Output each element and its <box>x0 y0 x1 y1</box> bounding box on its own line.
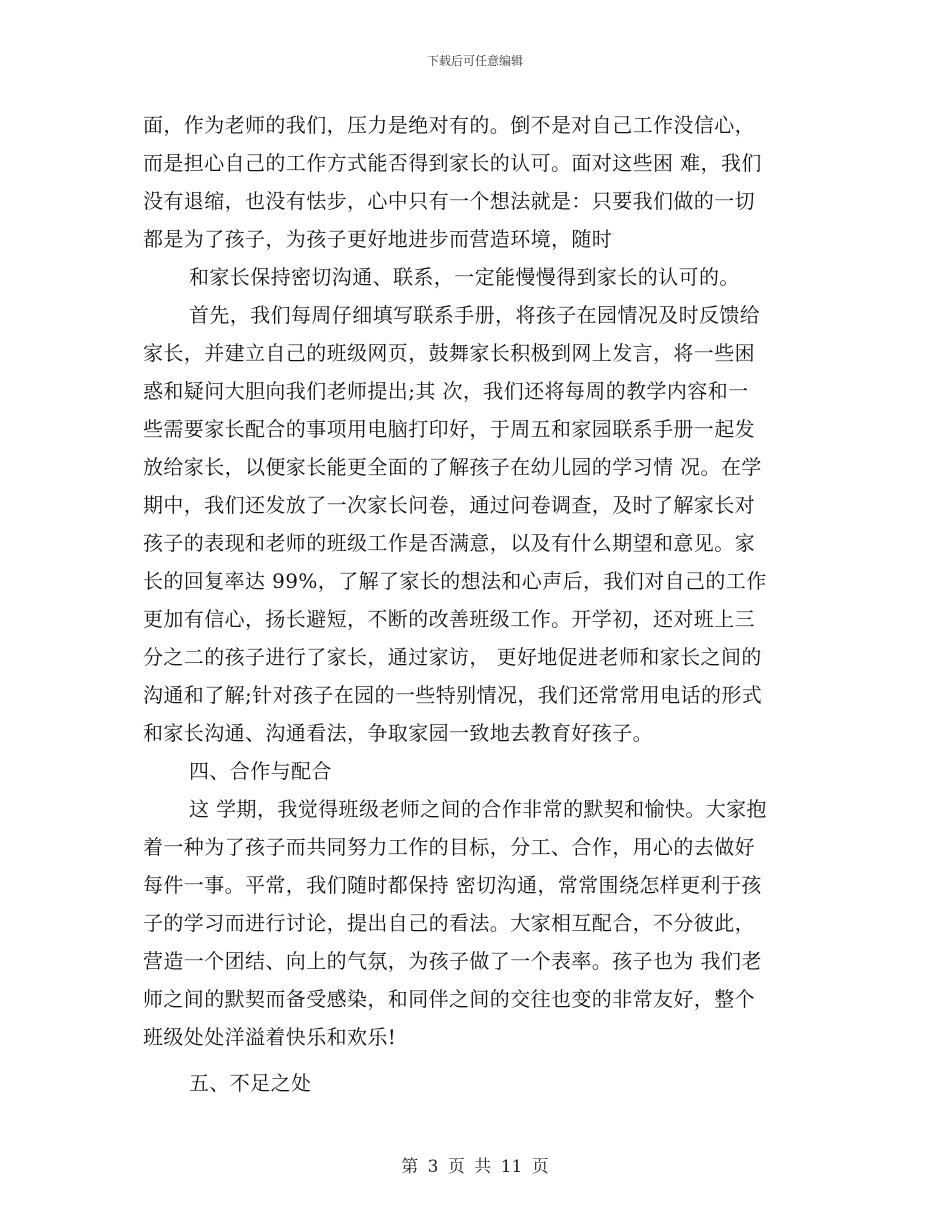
paragraph-line: 面，作为老师的我们，压力是绝对有的。倒不是对自己工作没信心， <box>143 113 755 137</box>
paragraph-line: 而是担心自己的工作方式能否得到家长的认可。面对这些困 难，我们 <box>143 151 762 175</box>
paragraph-line: 子的学习而进行讨论，提出自己的看法。大家相互配合，不分彼此， <box>143 911 755 935</box>
paragraph-line: 着一种为了孩子而共同努力工作的目标，分工、合作，用心的去做好 <box>143 835 755 859</box>
section-heading: 四、合作与配合 <box>189 759 332 783</box>
paragraph-line: 长的回复率达 99%，了解了家长的想法和心声后，我们对自己的工作 <box>143 569 767 593</box>
document-body <box>143 106 813 1102</box>
section-heading: 五、不足之处 <box>189 1071 312 1095</box>
paragraph-line: 家长，并建立自己的班级网页，鼓舞家长积极到网上发言，将一些困 <box>143 341 755 365</box>
paragraph-line: 放给家长，以便家长能更全面的了解孩子在幼儿园的学习情 况。在学 <box>143 455 762 479</box>
page-number-footer: 第 3 页 共 11 页 <box>401 1157 549 1177</box>
paragraph-line: 没有退缩，也没有怯步，心中只有一个想法就是：只要我们做的一切 <box>143 189 755 213</box>
paragraph-line: 每件一事。平常，我们随时都保持 密切沟通，常常围绕怎样更利于孩 <box>143 873 762 897</box>
paragraph-line: 沟通和了解;针对孩子在园的一些特别情况，我们还常常用电话的形式 <box>143 683 763 707</box>
paragraph-line: 更加有信心，扬长避短，不断的改善班级工作。开学初，还对班上三 <box>143 607 755 631</box>
paragraph-line: 营造一个团结、向上的气氛，为孩子做了一个表率。孩子也为 我们老 <box>143 949 762 973</box>
paragraph-line: 孩子的表现和老师的班级工作是否满意，以及有什么期望和意见。家 <box>143 531 755 555</box>
paragraph-line: 班级处处洋溢着快乐和欢乐! <box>143 1025 397 1049</box>
paragraph-line: 分之二的孩子进行了家长，通过家访， 更好地促进老师和家长之间的 <box>143 645 762 669</box>
page-header: 下载后可任意编辑 <box>426 54 523 68</box>
paragraph-line: 期中，我们还发放了一次家长问卷，通过问卷调查，及时了解家长对 <box>143 493 755 517</box>
paragraph-line: 首先，我们每周仔细填写联系手册，将孩子在园情况及时反馈给 <box>189 303 761 327</box>
paragraph-line: 和家长沟通、沟通看法，争取家园一致地去教育好孩子。 <box>143 721 653 745</box>
paragraph-line: 师之间的默契而备受感染，和同伴之间的交往也变的非常友好，整个 <box>143 987 755 1011</box>
paragraph-line: 和家长保持密切沟通、联系，一定能慢慢得到家长的认可的。 <box>189 265 740 289</box>
paragraph-line: 些需要家长配合的事项用电脑打印好，于周五和家园联系手册一起发 <box>143 417 755 441</box>
paragraph-line: 惑和疑问大胆向我们老师提出;其 次，我们还将每周的教学内容和一 <box>143 379 749 403</box>
paragraph-line: 这 学期，我觉得班级老师之间的合作非常的默契和愉快。大家抱 <box>189 797 767 821</box>
paragraph-line: 都是为了孩子，为孩子更好地进步而营造环境，随时 <box>143 227 613 251</box>
